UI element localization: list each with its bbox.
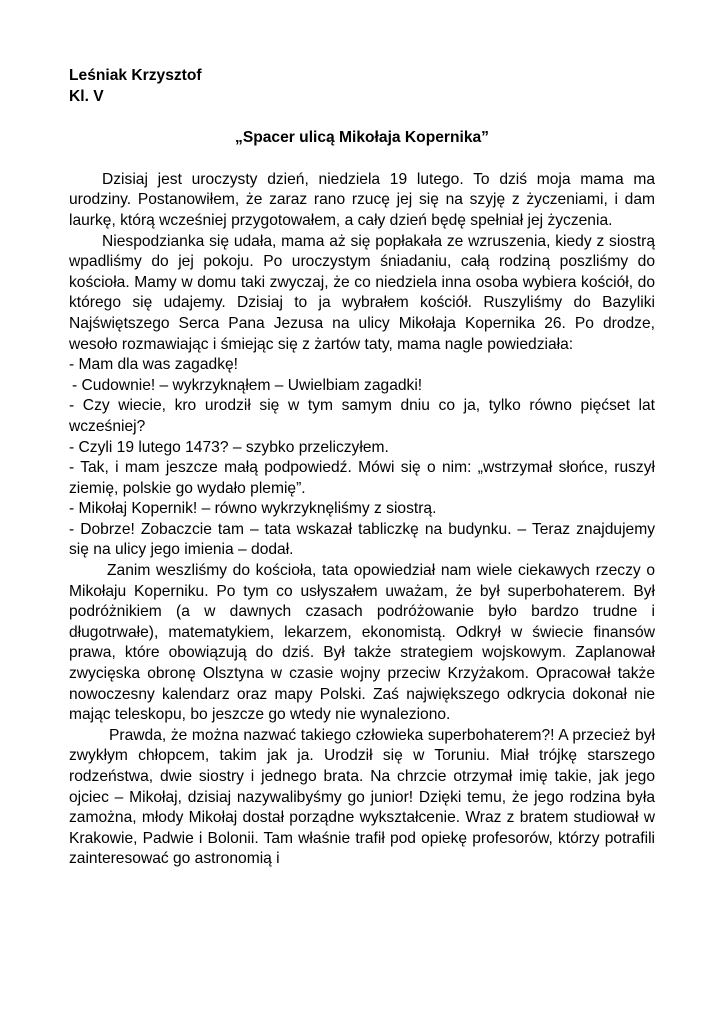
paragraph-3: Zanim weszliśmy do kościoła, tata opowiedział nam wiele ciekawych rzeczy o Mikołaju Koperniku. Po tym co usłyszałem uważam, że był superbohaterem. Był podróżnikiem (a w dawnych czasach podróżowanie było bardzo trudne i długotrwałe), matematykiem, lekarzem, ekonomistą. Odkrył w świecie finansów prawa, które obowiązują do dziś. Był także strategiem wojskowym. Zaplanował zwycięska obronę Olsztyna w czasie wojny przeciw Krzyżakom. Opracował także nowoczesny kalendarz oraz mapy Polski. Zaś największego odkrycia dokonał nie mając teleskopu, bo jeszcze go wtedy nie wynaleziono. bbox=[69, 562, 655, 724]
document-page bbox=[69, 66, 655, 870]
dialogue-line-4: - Czyli 19 lutego 1473? – szybko przeliczyłem. bbox=[69, 438, 389, 456]
dialogue-line-7: - Dobrze! Zobaczcie tam – tata wskazał tabliczkę na budynku. – Teraz znajdujemy się na ulicy jego imienia – dodał. bbox=[69, 520, 655, 559]
essay-title: „Spacer ulicą Mikołaja Kopernika” bbox=[235, 129, 489, 147]
paragraph-2: Niespodzianka się udała, mama aż się popłakała ze wzruszenia, kiedy z siostrą wpadliśmy do jej pokoju. Po uroczystym śniadaniu, całą rodziną poszliśmy do kościoła. Mamy w domu taki zwyczaj, że co niedziela inna osoba wybiera kościół, do którego się udajemy. Dzisiaj to ja wybrałem kościół. Ruszyliśmy do Bazyliki Najświętszego Serca Pana Jezusa na ulicy Mikołaja Kopernika 26. Po drodze, wesoło rozmawiając i śmiejąc się z żartów taty, mama nagle powiedziała: bbox=[69, 232, 655, 353]
dialogue-line-1: - Mam dla was zagadkę! bbox=[69, 356, 239, 374]
dialogue-line-5: - Tak, i mam jeszcze małą podpowiedź. Mówi się o nim: „wstrzymał słońce, ruszył ziemię, polskie go wydało plemię”. bbox=[69, 459, 655, 497]
dialogue-line-2: - Cudownie! – wykrzyknąłem – Uwielbiam zagadki! bbox=[72, 376, 423, 394]
dialogue-line-3: - Czy wiecie, kro urodził się w tym samym dniu co ja, tylko równo pięćset lat wcześniej? bbox=[69, 397, 655, 435]
dialogue-line-6: - Mikołaj Kopernik! – równo wykrzyknęliśmy z siostrą. bbox=[69, 500, 437, 518]
paragraph-1: Dzisiaj jest uroczysty dzień, niedziela 19 lutego. To dziś moja mama ma urodziny. Postanowiłem, że zaraz rano rzucę jej się na szyję z życzeniami, i dam laurkę, którą wcześniej przygotowałem, a cały dzień będę spełniał jej życzenia. bbox=[69, 170, 655, 229]
paragraph-4: Prawda, że można nazwać takiego człowieka superbohaterem?! A przecież był zwykłym chłopcem, takim jak ja. Urodził się w Toruniu. Miał trójkę starszego rodzeństwa, dwie siostry i jednego brata. Na chrzcie otrzymał imię takie, jak jego ojciec – Mikołaj, dzisiaj nazywalibyśmy go junior! Dzięki temu, że jego rodzina była zamożna, młody Mikołaj dostał porządne wykształcenie. Wraz z bratem studiował w Krakowie, Padwie i Bolonii. Tam właśnie trafił pod opiekę profesorów, którzy potrafili zainteresować go astronomią i bbox=[69, 726, 655, 868]
author-name: Leśniak Krzysztof bbox=[69, 67, 202, 84]
class-label: Kl. V bbox=[69, 87, 104, 105]
